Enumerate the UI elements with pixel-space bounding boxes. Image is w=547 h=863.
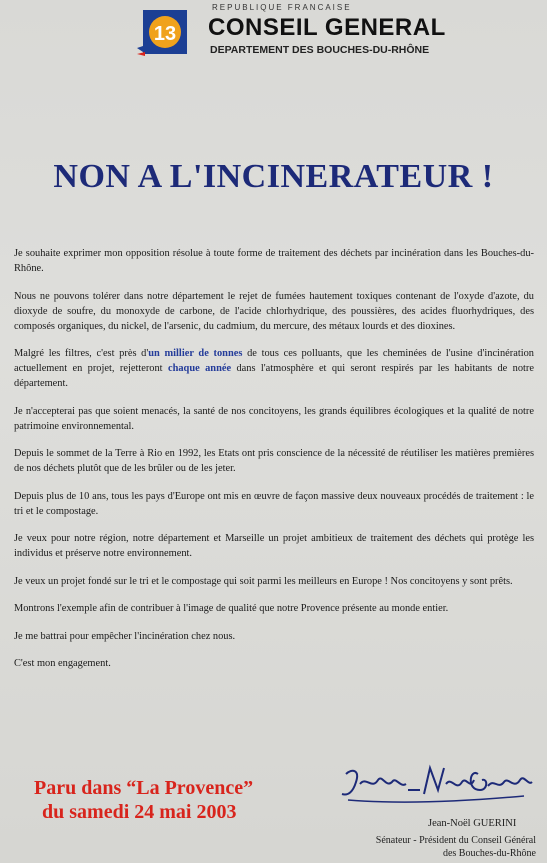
org-name: CONSEIL GENERAL [208, 14, 446, 41]
signer-name: Jean-Noël GUERINI [428, 818, 517, 829]
letter-body [14, 246, 534, 684]
page-title: NON A L'INCINERATEUR ! [53, 158, 494, 195]
handwritten-signature [338, 760, 534, 810]
signer-title [318, 834, 536, 860]
paragraph-11: C'est mon engagement. [14, 658, 111, 669]
publication-line-2: du samedi 24 mai 2003 [42, 801, 237, 823]
paragraph-2: Nous ne pouvons tolérer dans notre département le rejet de fumées hautement toxiques contenant de l'oxyde d'azote, du dioxyde de soufre, du monoxyde de carbone, de l'acide chlorhydrique, des poussières, des acides fluorhydriques, des composés organiques, du nickel, de l'arsenic, du cadmium, du mercure, des métaux lourds et des dioxines. [14, 290, 534, 332]
publication-line-1: Paru dans “La Provence” [34, 777, 254, 799]
highlight-frequency: chaque année [167, 363, 232, 374]
publication-note [34, 776, 253, 824]
paragraph-10: Je me battrai pour empêcher l'incinération chez nous. [14, 630, 236, 642]
republique-label: REPUBLIQUE FRANCAISE [212, 3, 352, 12]
svg-text:13: 13 [153, 23, 177, 45]
signer-title-line-2: des Bouches-du-Rhône [442, 848, 536, 859]
paragraph-5: Depuis le sommet de la Terre à Rio en 1992, les Etats ont pris conscience de la nécessité de réutiliser les matières premières de nos déchets plutôt que de les brûler ou de les jeter. [14, 448, 534, 474]
paragraph-3 [14, 346, 534, 391]
paragraph-3-part-a: Malgré les filtres, c'est près d' [14, 348, 149, 359]
paragraph-7: Je veux pour notre région, notre département et Marseille un projet ambitieux de traitement des déchets qui protège les individus et préserve notre environnement. [14, 533, 534, 559]
department-name: DEPARTEMENT DES BOUCHES-DU-RHÔNE [210, 44, 430, 56]
paragraph-3-part-e: dans l'atmosphère et qui seront respirés par les habitants de notre département. [14, 363, 534, 389]
paragraph-4: Je n'accepterai pas que soient menacés, la santé de nos concitoyens, les grands équilibres écologiques et la qualité de notre patrimoine environnemental. [14, 405, 534, 432]
paragraph-9: Montrons l'exemple afin de contribuer à l'image de qualité que notre Provence présente au monde entier. [14, 603, 449, 614]
signer-title-line-1: Sénateur - Président du Conseil Général [375, 835, 536, 846]
conseil-general-13-logo [137, 8, 193, 60]
paragraph-8: Je veux un projet fondé sur le tri et le compostage qui soit parmi les meilleurs en Europe ! Nos concitoyens y sont prêts. [14, 575, 513, 587]
paragraph-1: Je souhaite exprimer mon opposition résolue à toute forme de traitement des déchets par incinération dans les Bouches-du-Rhône. [14, 248, 534, 274]
paragraph-3-part-c: de tous ces polluants, que les cheminées de l'usine d'incinération actuellement en projet, rejetteront [14, 348, 534, 374]
highlight-quantity: un millier de tonnes [148, 348, 243, 359]
paragraph-6: Depuis plus de 10 ans, tous les pays d'Europe ont mis en œuvre de façon massive deux nouveaux procédés de traitement : le tri et le compostage. [14, 490, 534, 517]
